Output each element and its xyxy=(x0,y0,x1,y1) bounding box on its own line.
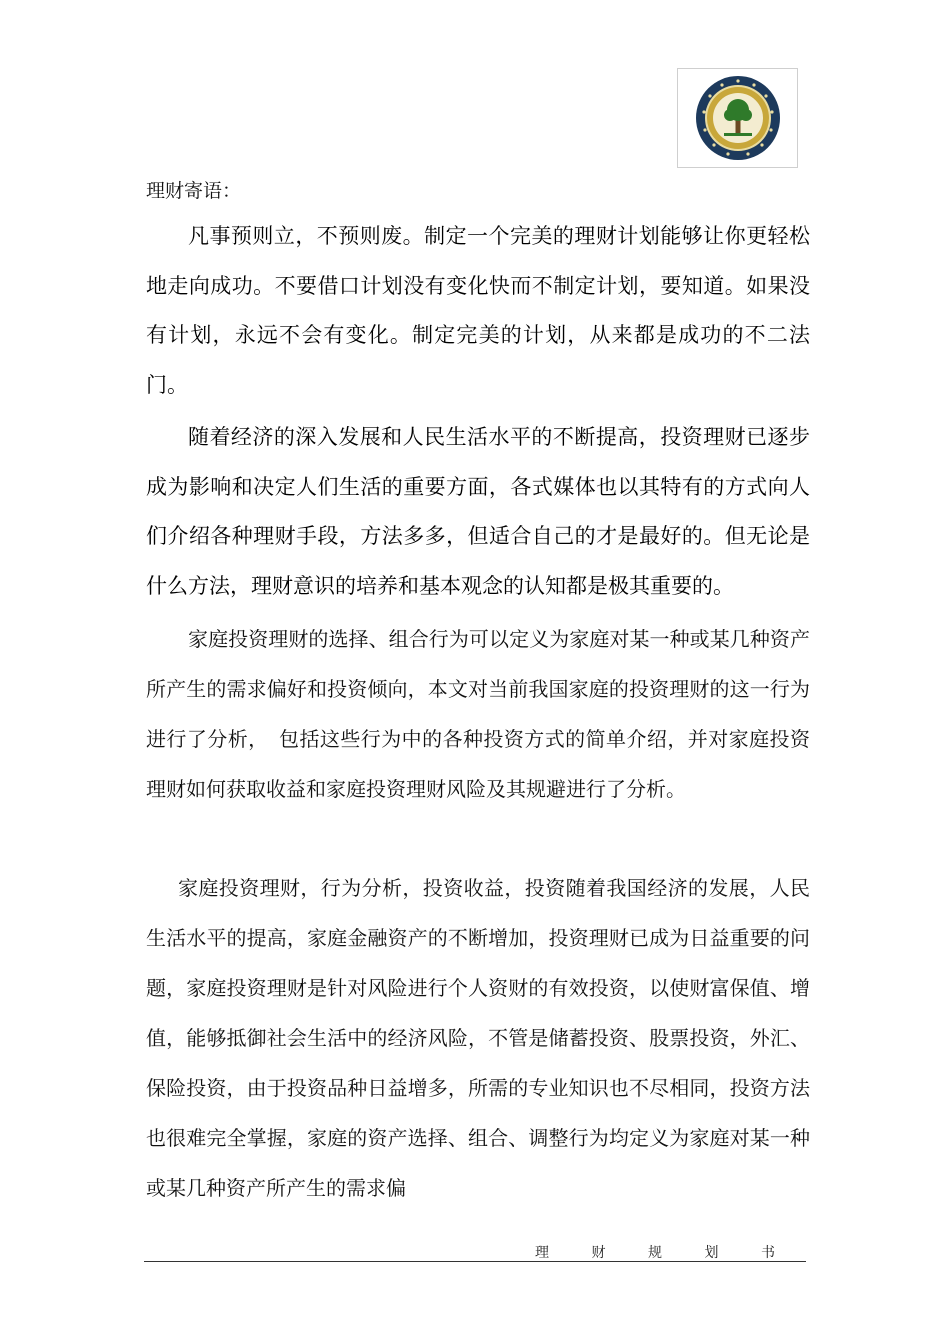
logo-frame xyxy=(677,68,798,168)
paragraph-4: 家庭投资理财，行为分析，投资收益，投资随着我国经济的发展，人民生活水平的提高，家庭金融资产的不断增加，投资理财已成为日益重要的问题，家庭投资理财是针对风险进行个人资财的有效投资，以使财富保值、增值，能够抵御社会生活中的经济风险，不管是储蓄投资、股票投资，外汇、保险投资，由于投资品种日益增多，所需的专业知识也不尽相同，投资方法也很难完全掌握，家庭的资产选择、组合、调整行为均定义为家庭对某一种或某几种资产所产生的需求偏 xyxy=(146,876,810,1200)
footer-rule xyxy=(144,1261,806,1262)
footer-char: 财 xyxy=(591,1245,606,1261)
paragraph-3: 家庭投资理财的选择、组合行为可以定义为家庭对某一种或某几种资产所产生的需求偏好和投资倾向，本文对当前我国家庭的投资理财的这一行为进行了分析， 包括这些行为中的各种投资方式的简单介绍，并对家庭投资理财如何获取收益和家庭投资理财风险及其规避进行了分析。 xyxy=(146,627,810,801)
footer-char: 划 xyxy=(704,1245,719,1261)
university-seal-icon xyxy=(694,74,782,162)
paragraph-1: 凡事预则立，不预则废。制定一个完美的理财计划能够让你更轻松地走向成功。不要借口计划没有变化快而不制定计划，要知道。如果没有计划，永远不会有变化。制定完美的计划，从来都是成功的不二法门。 xyxy=(146,224,810,397)
footer-char: 理 xyxy=(535,1245,549,1261)
section-heading: 理财寄语： xyxy=(146,180,242,202)
footer-char: 书 xyxy=(761,1245,775,1261)
footer-char: 规 xyxy=(648,1245,662,1261)
paragraph-2: 随着经济的深入发展和人民生活水平的不断提高，投资理财已逐步成为影响和决定人们生活的重要方面，各式媒体也以其特有的方式向人们介绍各种理财手段，方法多多，但适合自己的才是最好的。但无论是什么方法，理财意识的培养和基本观念的认知都是极其重要的。 xyxy=(146,425,810,598)
footer-title xyxy=(535,1242,775,1262)
